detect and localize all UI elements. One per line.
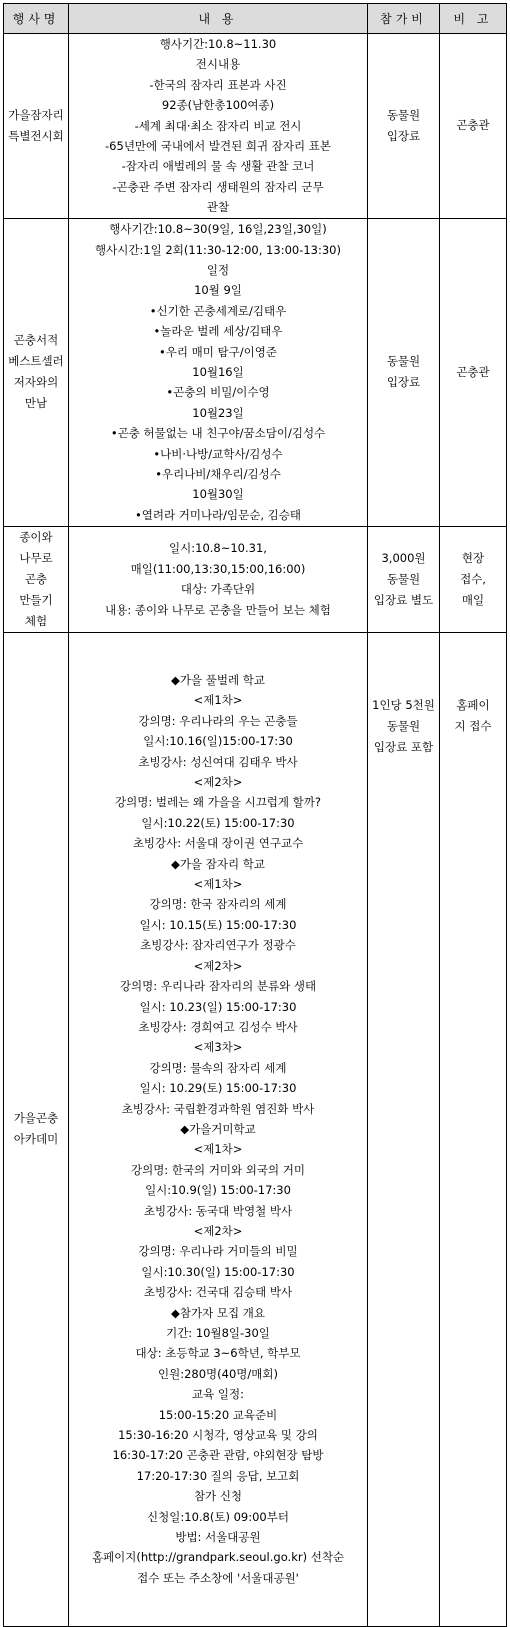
event-content-line: <제1차> <box>193 693 243 708</box>
event-content-line: •우리 매미 탐구/이영준 <box>159 344 277 359</box>
event-content-line: 초빙강사: 성신여대 김태우 박사 <box>138 754 298 769</box>
event-content-line: 강의명: 벌레는 왜 가을을 시끄럽게 할까? <box>115 795 321 810</box>
header-content: 내 용 <box>69 4 368 34</box>
event-row <box>4 526 507 632</box>
event-content-line: 일시:10.16(일)15:00-17:30 <box>143 734 293 749</box>
event-note-cell <box>440 218 507 526</box>
event-note-line: 지 접수 <box>454 718 492 733</box>
event-name-line: 저자와의 <box>13 375 59 390</box>
event-content-line: •신기한 곤충세계로/김태우 <box>149 303 287 318</box>
event-content-cell <box>69 218 368 526</box>
event-name-line: 곤충 <box>24 571 48 586</box>
event-content-line: •놀라운 벌레 세상/김태우 <box>153 324 283 339</box>
event-content-line: 교육 일정: <box>192 1387 244 1402</box>
event-content-line: 초빙강사: 경희여고 김성수 박사 <box>138 1019 298 1034</box>
event-content-line: 신청일:10.8(토) 09:00부터 <box>147 1509 289 1524</box>
event-name-line: 만남 <box>24 396 48 411</box>
event-content-line: 10월23일 <box>192 405 244 420</box>
event-content-line: -곤충관 주변 잠자리 생태원의 잠자리 군무 <box>112 179 324 194</box>
event-content-line: <제1차> <box>193 1142 243 1157</box>
event-content-line: 참가 신청 <box>193 1489 243 1504</box>
header-row <box>4 4 507 34</box>
event-content-line: 행사기간:10.8~30(9일, 16일,23일,30일) <box>109 222 327 237</box>
event-content-line: 15:30-16:20 시청각, 영상교육 및 강의 <box>118 1428 318 1443</box>
event-content-line: 초빙강사: 건국대 김승태 박사 <box>143 1285 293 1300</box>
event-content-line: 행사기간:10.8~11.30 <box>159 37 277 51</box>
event-fee-cell <box>368 632 440 1626</box>
event-row <box>4 218 507 526</box>
event-content-line: ◆가을 풀벌레 학교 <box>171 673 265 688</box>
event-fee-line: 동물원 <box>386 354 421 369</box>
event-content-line: 전시내용 <box>195 57 241 72</box>
event-row <box>4 632 507 1626</box>
event-content-line: 10월16일 <box>192 364 244 379</box>
event-content-line: -65년만에 국내에서 발견된 희귀 잠자리 표본 <box>105 139 331 154</box>
event-content-line: 관찰 <box>206 200 230 215</box>
event-content-line: 일시:10.9(일) 15:00-17:30 <box>145 1183 291 1198</box>
event-content-line: 10월 9일 <box>194 283 242 298</box>
event-fee-cell <box>368 34 440 219</box>
event-fee-line: 동물원 <box>386 107 421 122</box>
event-content-line: ◆가을거미학교 <box>180 1121 256 1136</box>
event-name-line: 가을잠자리 <box>8 107 64 122</box>
event-name-line: 가을곤충 <box>13 1111 59 1126</box>
event-name-cell <box>4 526 69 632</box>
event-table <box>3 3 507 1627</box>
event-content-line: 일시:10.22(토) 15:00-17:30 <box>141 815 295 830</box>
event-content-line: 15:00-15:20 교육준비 <box>158 1407 278 1422</box>
event-content-line: ◆가을 잠자리 학교 <box>171 856 265 871</box>
event-content-line: 일시: 10.15(토) 15:00-17:30 <box>139 917 297 932</box>
event-content-cell <box>69 34 368 219</box>
event-name-cell <box>4 34 69 219</box>
event-content-line: 초빙강사: 잠자리연구가 정광수 <box>140 938 296 953</box>
event-content-line: 10월30일 <box>192 487 244 502</box>
event-content-line: 방법: 서울대공원 <box>175 1530 261 1545</box>
event-name-line: 만들기 <box>19 592 53 607</box>
event-note-line: 홈페이 <box>456 697 490 712</box>
event-fee-cell <box>368 526 440 632</box>
event-name-line: 베스트셀러 <box>8 354 64 369</box>
event-content-line: 강의명: 우리나라의 우는 곤충들 <box>138 713 298 728</box>
event-content-line: <제2차> <box>193 958 243 973</box>
event-content-line: 기간: 10월8일-30일 <box>166 1326 270 1341</box>
event-content-line: 16:30-17:20 곤충관 관람, 야외현장 탐방 <box>112 1448 324 1463</box>
event-fee-line: 동물원 <box>386 718 421 733</box>
event-name-line: 아카데미 <box>13 1132 59 1147</box>
event-content-line: 강의명: 한국의 거미와 외국의 거미 <box>130 1162 306 1177</box>
event-content-line: 매일(11:00,13:30,15:00,16:00) <box>130 561 306 576</box>
event-fee-line: 입장료 포함 <box>373 739 434 754</box>
event-content-line: 강의명: 한국 잠자리의 세계 <box>149 897 287 912</box>
event-content-line: 대상: 초등학교 3~6학년, 학부모 <box>135 1346 301 1361</box>
event-content-line: 일시: 10.23(일) 15:00-17:30 <box>139 999 297 1014</box>
event-name-cell <box>4 632 69 1626</box>
event-fee-line: 입장료 <box>386 128 421 143</box>
event-content-line: <제2차> <box>193 1223 243 1238</box>
event-content-line: •곤충 허물없는 내 친구야/꿈소담이/김성수 <box>110 426 326 441</box>
event-content-line: 강의명: 우리나라 잠자리의 분류와 생태 <box>119 979 317 994</box>
event-content-line: <제3차> <box>193 1040 243 1055</box>
event-content-line: 강의명: 우리나라 거미들의 비밀 <box>138 1244 298 1259</box>
event-name-line: 특별전시회 <box>8 128 64 143</box>
event-fee-cell <box>368 218 440 526</box>
event-content-line: 일시:10.30(일) 15:00-17:30 <box>141 1264 295 1279</box>
event-fee-line: 동물원 <box>386 571 421 586</box>
event-content-line: 내용: 종이와 나무로 곤충을 만들어 보는 체험 <box>105 602 331 617</box>
event-content-line: 인원:280명(40명/매회) <box>158 1366 278 1381</box>
header-note: 비 고 <box>440 4 507 34</box>
event-content-line: ◆참가자 모집 개요 <box>171 1305 265 1320</box>
event-name-line: 체험 <box>24 613 48 628</box>
event-fee-line: 3,000원 <box>381 550 426 565</box>
event-content-cell <box>69 526 368 632</box>
header-fee: 참가비 <box>368 4 440 34</box>
event-name-line: 종이와 <box>19 529 53 544</box>
event-note-line: 현장 <box>461 550 485 565</box>
event-content-line: 17:20-17:30 질의 응답, 보고회 <box>136 1468 300 1483</box>
event-content-line: 초빙강사: 동국대 박영철 박사 <box>143 1203 293 1218</box>
event-name-line: 나무로 <box>19 550 53 565</box>
event-content-line: •열려라 거미나라/임문순, 김승태 <box>134 507 302 522</box>
event-content-line: 행사시간:1일 2회(11:30-12:00, 13:00-13:30) <box>95 242 341 257</box>
event-content-line: 강의명: 물속의 잠자리 세계 <box>149 1060 287 1075</box>
event-content-line: <제2차> <box>193 775 243 790</box>
event-note-cell <box>440 526 507 632</box>
event-content-cell <box>69 632 368 1626</box>
event-content-line: 일정 <box>206 262 230 277</box>
event-content-line: 초빙강사: 국립환경과학원 염진화 박사 <box>121 1101 315 1116</box>
header-event-name: 행사명 <box>4 4 69 34</box>
event-note-line: 매일 <box>461 592 485 607</box>
event-note-line: 곤충관 <box>456 364 490 379</box>
event-note-cell <box>440 34 507 219</box>
event-content-line: 대상: 가족단위 <box>180 582 256 597</box>
event-content-line: •우리나비/채우리/김성수 <box>155 466 281 481</box>
event-content-line: 92종(남한총100여종) <box>161 98 275 113</box>
event-name-line: 곤충서적 <box>13 333 59 348</box>
event-content-line: -잠자리 애벌레의 물 속 생활 관찰 코너 <box>121 159 315 174</box>
event-content-line: •나비·나방/교학사/김성수 <box>153 446 283 461</box>
event-note-line: 접수, <box>460 571 486 586</box>
event-row <box>4 34 507 219</box>
event-content-line: 접수 또는 주소창에 '서울대공원' <box>137 1570 299 1585</box>
event-fee-line: 1인당 5천원 <box>372 697 435 712</box>
event-content-line: -세계 최대·최소 잠자리 비교 전시 <box>134 118 302 133</box>
event-name-cell <box>4 218 69 526</box>
event-content-line: 초빙강사: 서울대 장이권 연구교수 <box>132 836 304 851</box>
event-fee-line: 입장료 <box>386 375 421 390</box>
event-content-line: <제1차> <box>193 877 243 892</box>
event-fee-line: 입장료 별도 <box>373 592 434 607</box>
event-content-line: -한국의 잠자리 표본과 사진 <box>149 77 287 92</box>
event-content-line: 일시:10.8~10.31, <box>169 541 267 556</box>
event-note-line: 곤충관 <box>456 118 490 133</box>
event-content-line: 일시: 10.29(토) 15:00-17:30 <box>139 1081 297 1096</box>
event-content-line: •곤충의 비밀/이수영 <box>166 385 270 400</box>
event-note-cell <box>440 632 507 1626</box>
event-content-line: 홈페이지(http://grandpark.seoul.go.kr) 선착순 <box>91 1550 345 1565</box>
